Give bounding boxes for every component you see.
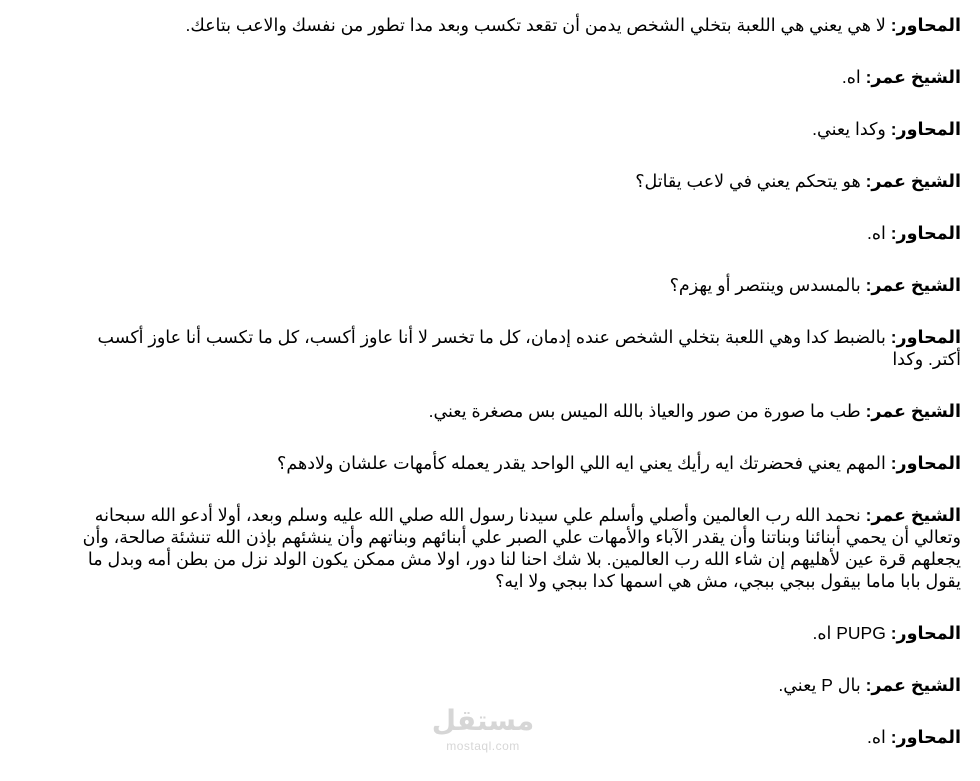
dialogue-text: طب ما صورة من صور والعياذ بالله الميس بس مصغرة يعني. — [428, 401, 866, 421]
dialogue-text: اه. — [841, 67, 866, 87]
speaker-label: الشيخ عمر: — [865, 401, 961, 421]
speaker-label: المحاور: — [890, 223, 961, 243]
speaker-label: المحاور: — [890, 119, 961, 139]
dialogue-text: نحمد الله رب العالمين وأصلي وأسلم علي سيدنا رسول الله صلي الله عليه وسلم وبعد، أولا أدعو الله سبحانه وتعالي أن يحمي أبنائنا وبناتنا وأن يقدر الآباء والأمهات علي الصبر علي أبنائهم وبناتهم وأن ينشئهم بإذن الله تنشئة صالحة، وأن يجعلهم قرة عين لأهليهم إن شاء الله رب العالمين. بلا شك احنا لنا دور، اولا مش ممكن يكون الولد نزل من بطن أمه وبدل ما يقول بابا ماما بيقول ببجي ببجي، مش هي اسمها كدا ببجي ولا ايه؟ — [82, 505, 961, 591]
speaker-label: الشيخ عمر: — [865, 275, 961, 295]
dialogue-line — [71, 400, 961, 422]
dialogue-line — [71, 274, 961, 296]
speaker-label: الشيخ عمر: — [865, 67, 961, 87]
dialogue-line — [71, 326, 961, 370]
speaker-label: الشيخ عمر: — [865, 675, 961, 695]
dialogue-text: وكدا يعني. — [812, 119, 891, 139]
dialogue-text: اه. — [866, 223, 891, 243]
dialogue-text: PUPG اه. — [812, 623, 891, 643]
dialogue-line — [71, 674, 961, 696]
speaker-label: المحاور: — [890, 453, 961, 473]
dialogue-line — [71, 222, 961, 244]
dialogue-text: لا هي يعني هي اللعبة بتخلي الشخص يدمن أن تقعد تكسب وبعد مدا تطور من نفسك والاعب بتاعك. — [185, 15, 891, 35]
speaker-label: الشيخ عمر: — [865, 171, 961, 191]
speaker-label: المحاور: — [890, 623, 961, 643]
dialogue-text: بالضبط كدا وهي اللعبة بتخلي الشخص عنده إدمان، كل ما تخسر لا أنا عاوز أكسب، كل ما تكسب أنا عاوز أكسب أكتر. وكدا — [97, 327, 961, 369]
dialogue-text: بال P يعني. — [778, 675, 866, 695]
dialogue-line — [71, 622, 961, 644]
speaker-label: المحاور: — [890, 327, 961, 347]
dialogue-text: بالمسدس وينتصر أو يهزم؟ — [669, 275, 866, 295]
dialogue-line — [71, 504, 961, 592]
dialogue-line — [71, 452, 961, 474]
watermark — [428, 705, 538, 753]
dialogue-text: اه. — [866, 727, 891, 747]
dialogue-text: المهم يعني فحضرتك ايه رأيك يعني ايه اللي الواحد يقدر يعمله كأمهات علشان ولادهم؟ — [277, 453, 891, 473]
dialogue-line — [71, 14, 961, 36]
dialogue-line — [71, 66, 961, 88]
dialogue-line — [71, 170, 961, 192]
speaker-label: المحاور: — [890, 727, 961, 747]
watermark-url: mostaql.com — [446, 739, 520, 753]
dialogue-text: هو يتحكم يعني في لاعب يقاتل؟ — [635, 171, 866, 191]
watermark-logo: مستقل — [431, 705, 535, 736]
speaker-label: المحاور: — [890, 15, 961, 35]
speaker-label: الشيخ عمر: — [865, 505, 961, 525]
dialogue-line — [71, 118, 961, 140]
transcript-document — [71, 14, 961, 778]
